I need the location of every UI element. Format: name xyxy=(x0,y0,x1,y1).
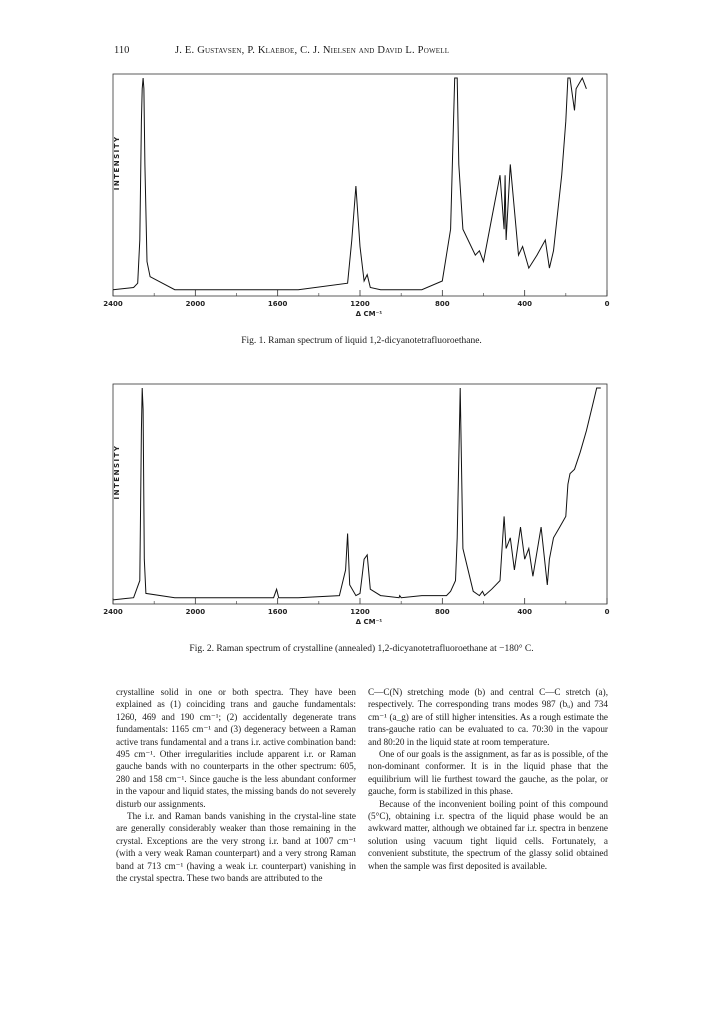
x-tick-label: 1200 xyxy=(350,608,370,616)
x-tick-label: 2400 xyxy=(103,608,123,616)
x-tick-label: 800 xyxy=(435,608,450,616)
spectrum-trace xyxy=(113,78,586,290)
x-tick-label: 400 xyxy=(517,300,532,308)
x-tick-label: 1600 xyxy=(267,608,288,616)
y-axis-label-text: INTENSITY xyxy=(113,135,121,191)
y-axis-label-text: INTENSITY xyxy=(113,444,121,500)
plot-frame xyxy=(113,74,607,296)
figure-1-caption: Fig. 1. Raman spectrum of liquid 1,2-dicyanotetrafluoroethane. xyxy=(241,336,482,346)
x-tick-label: 0 xyxy=(604,300,610,308)
running-head: J. E. Gustavsen, P. Klaeboe, C. J. Nielsen and David L. Powell xyxy=(175,45,450,56)
figure-2-spectrum xyxy=(0,380,723,640)
x-tick-label: 0 xyxy=(604,608,610,616)
y-axis-label xyxy=(113,135,121,190)
paragraph: One of our goals is the assignment, as far as is possible, of the non-dominant conformer. It is in the liquid phase that the equilibrium will lie furthest toward the gauche, as the polar, or gauche, form is stabilized in this phase. xyxy=(368,749,608,797)
paragraph: crystalline solid in one or both spectra. They have been explained as (1) coinciding trans and gauche fundamentals: 1260, 469 and 190 cm⁻¹; (2) accidentally degenerate trans fundamentals: 1165 cm⁻¹ and (3) degeneracy between a Raman active trans fundamental and a trans i.r. active combination band: 495 cm⁻¹. Other irregularities include apparent i.r. or Raman gauche bands with no counterparts in the other spectrum: 605, 280 and 158 cm⁻¹. Since gauche is the less abundant conformer in the vapour and liquid states, the missing bands do not severely disturb our assignments. xyxy=(116,687,356,809)
y-axis-label xyxy=(113,445,121,500)
paragraph: C—C(N) stretching mode (b) and central C—C stretch (a), respectively. The corresponding trans modes 987 (bᵤ) and 734 cm⁻¹ (a_g) are of still higher intensities. As a rough estimate the trans-gauche ratio can be evaluated to ca. 70:30 in the vapour and 80:20 in the liquid state at room temperature. xyxy=(368,687,608,747)
paragraph: The i.r. and Raman bands vanishing in the crystal-line state are generally considerably weaker than those remaining in the crystal. Exceptions are the very strong i.r. band at 1007 cm⁻¹ (with a very weak Raman counterpart) and a very strong Raman band at 713 cm⁻¹ (having a weak i.r. counterpart) vanishing in the crystal spectra. These two bands are attributed to the xyxy=(116,811,356,884)
figure-1-spectrum xyxy=(0,70,723,330)
x-tick-label: 1600 xyxy=(267,300,288,308)
x-axis-ticks xyxy=(103,598,609,616)
x-axis-ticks xyxy=(103,290,609,308)
x-tick-label: 800 xyxy=(435,300,450,308)
plot-frame xyxy=(113,384,607,604)
paragraph: Because of the inconvenient boiling point of this compound (5°C), obtaining i.r. spectra of the liquid phase would be an awkward matter, although we obtained far i.r. spectra in benzene solution using vacuum tight liquid cells. Fortunately, a convenient substitute, the spectrum of the glassy solid obtained when the sample was first deposited is available. xyxy=(368,798,608,871)
page-number: 110 xyxy=(114,45,130,56)
body-column-left xyxy=(116,686,356,885)
body-column-right xyxy=(368,686,608,872)
figure-2-caption: Fig. 2. Raman spectrum of crystalline (annealed) 1,2-dicyanotetrafluoroethane at −180° C. xyxy=(189,644,534,654)
x-axis-label: Δ CM⁻¹ xyxy=(355,310,383,318)
x-tick-label: 2400 xyxy=(103,300,123,308)
x-tick-label: 400 xyxy=(517,608,532,616)
x-tick-label: 2000 xyxy=(185,300,206,308)
x-tick-label: 1200 xyxy=(350,300,370,308)
x-axis-label: Δ CM⁻¹ xyxy=(355,618,383,626)
spectrum-trace xyxy=(113,388,601,600)
x-tick-label: 2000 xyxy=(185,608,206,616)
